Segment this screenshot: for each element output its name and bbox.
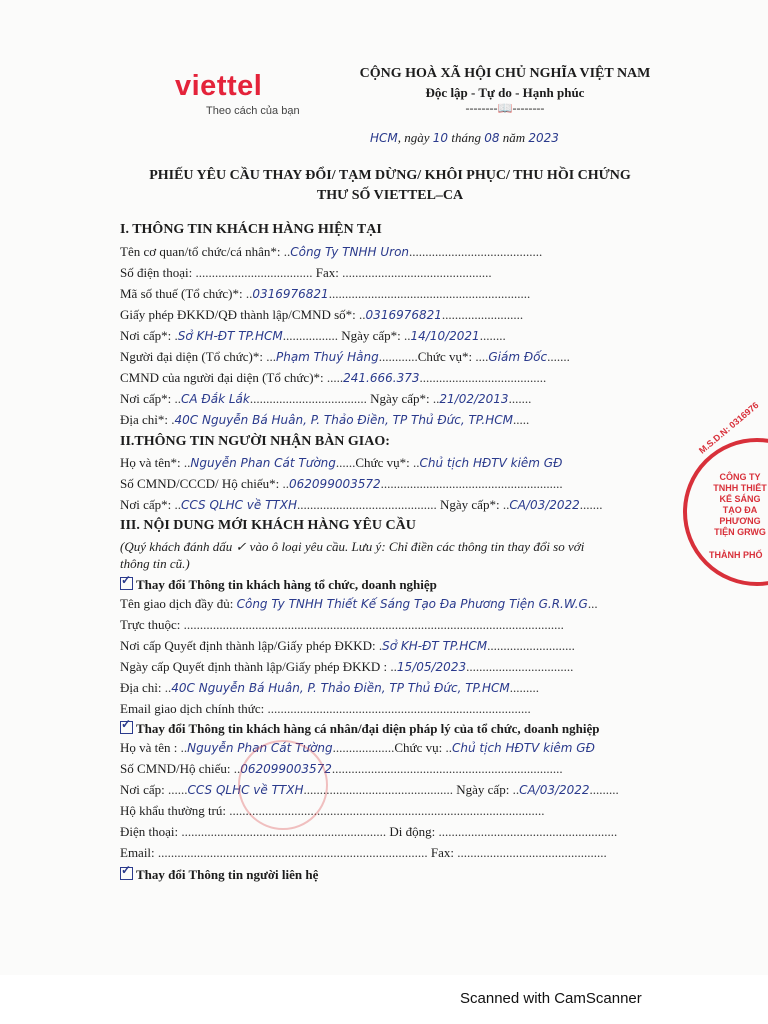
logo-slogan: Theo cách của bạn [206,105,300,117]
checkbox-checked-icon[interactable] [120,721,133,734]
section3-note-cont: thông tin cũ.) [120,556,190,571]
contact-phone-field: Điện thoại: ............................................................... Di động: ....................................................... [120,824,618,839]
national-motto: Độc lập - Tự do - Hạnh phúc [425,85,585,100]
rep-field: Người đại diện (Tổ chức)*: ...Phạm Thuý Hằng............Chức vụ*: ....Giám Đốc....... [120,349,570,364]
new-rep-id-field: Số CMND/Hộ chiếu: ..062099003572....................................................................... [120,761,563,776]
date-place: HCM [370,131,398,145]
email-official-field: Email giao dịch chính thức: ................................................................................. [120,701,531,716]
decision-date-field: Ngày cấp Quyết định thành lập/Giấy phép ĐKKD : ..15/05/2023................................. [120,659,574,674]
issue-field: Nơi cấp*: .Sở KH-ĐT TP.HCM................. Ngày cấp*: ..14/10/2021........ [120,328,506,343]
receiver-name-field: Họ và tên*: ..Nguyễn Phan Cát Tường......Chức vụ*: ..Chủ tịch HĐTV kiêm GĐ [120,455,563,470]
new-rep-name-field: Họ và tên : ..Nguyễn Phan Cát Tường...................Chức vụ: ..Chủ tịch HĐTV kiêm GĐ [120,740,595,755]
checkbox-checked-icon[interactable] [120,867,133,880]
company-seal-stamp: M.S.D.N: 0316976 CÔNG TY TNHH THIẾT KẾ SÁNG TẠO ĐA PHƯƠNG TIỆN GRWG THÀNH PHỐ [683,438,768,586]
receiver-id-field: Số CMND/CCCD/ Hộ chiếu*: ..062099003572........................................................ [120,476,563,491]
new-rep-issue-field: Nơi cấp: ......CCS QLHC về TTXH.............................................. Ngày cấp: ..CA/03/2022......... [120,782,619,797]
receiver-issue-field: Nơi cấp*: ..CCS QLHC về TTXH........................................... Ngày cấp*: ..CA/03/2022....... [120,497,603,512]
address-field: Địa chỉ*: .40C Nguyễn Bá Huân, P. Thảo Điền, TP Thủ Đức, TP.HCM..... [120,412,530,427]
rep-issue-field: Nơi cấp*: ..CA Đắk Lắk.................................... Ngày cấp*: ..21/02/2013....... [120,391,532,406]
option-org-change[interactable]: ✓Thay đổi Thông tin khách hàng tổ chức, doanh nghiệp [120,576,437,593]
license-field: Giấy phép ĐKKD/QĐ thành lập/CMND số*: ..0316976821......................... [120,307,524,322]
new-address-field: Địa chỉ: ..40C Nguyễn Bá Huân, P. Thảo Điền, TP Thủ Đức, TP.HCM......... [120,680,539,695]
section1-heading: I. THÔNG TIN KHÁCH HÀNG HIỆN TẠI [120,222,382,237]
date-year: 2023 [528,131,559,145]
date-line: HCM, ngày 10 tháng 08 năm 2023 [370,130,559,145]
option-contact-change[interactable]: ✓Thay đổi Thông tin người liên hệ [120,866,318,883]
checkbox-checked-icon[interactable] [120,577,133,590]
section3-heading: III. NỘI DUNG MỚI KHÁCH HÀNG YÊU CẦU [120,518,416,533]
form-title: PHIẾU YÊU CẦU THAY ĐỔI/ TẠM DỪNG/ KHÔI PHỤC/ THU HỒI CHỨNG THƯ SỐ VIETTEL–CA [149,168,631,203]
national-title: CỘNG HOÀ XÃ HỘI CHỦ NGHĨA VIỆT NAM [359,66,651,81]
motto-divider: --------📖-------- [465,101,545,115]
household-field: Hộ khẩu thường trú: ................................................................................................. [120,803,545,818]
date-month: 08 [484,131,500,145]
tax-field: Mã số thuế (Tổ chức)*: ..0316976821.............................................................. [120,286,531,301]
decision-place-field: Nơi cấp Quyết định thành lập/Giấy phép ĐKKD: .Sở KH-ĐT TP.HCM........................... [120,638,575,653]
fullname-field: Tên giao dịch đầy đủ: Công Ty TNHH Thiết Kế Sáng Tạo Đa Phương Tiện G.R.W.G... [120,596,598,611]
section2-heading: II.THÔNG TIN NGƯỜI NHẬN BÀN GIAO: [120,434,390,449]
org-field: Tên cơ quan/tổ chức/cá nhân*: ..Công Ty TNHH Uron......................................... [120,244,543,259]
viettel-logo: viettel [175,70,263,102]
phone-fax-field: Số điện thoại: .................................... Fax: .............................................. [120,265,492,280]
parent-field: Trực thuộc: ..................................................................................................................... [120,617,564,632]
camscanner-watermark: Scanned with CamScanner [460,990,642,1007]
faded-stamp [238,740,328,830]
date-day: 10 [432,131,449,145]
rep-id-field: CMND của người đại diện (Tổ chức)*: .....241.666.373....................................... [120,370,547,385]
section3-note: (Quý khách đánh dấu ✓ vào ô loại yêu cầu. Lưu ý: Chỉ điền các thông tin thay đổi so với [120,539,585,554]
contact-email-field: Email: ................................................................................... Fax: .............................................. [120,845,607,860]
option-rep-change[interactable]: ✓Thay đổi Thông tin khách hàng cá nhân/đại diện pháp lý của tổ chức, doanh nghiệp [120,720,599,737]
